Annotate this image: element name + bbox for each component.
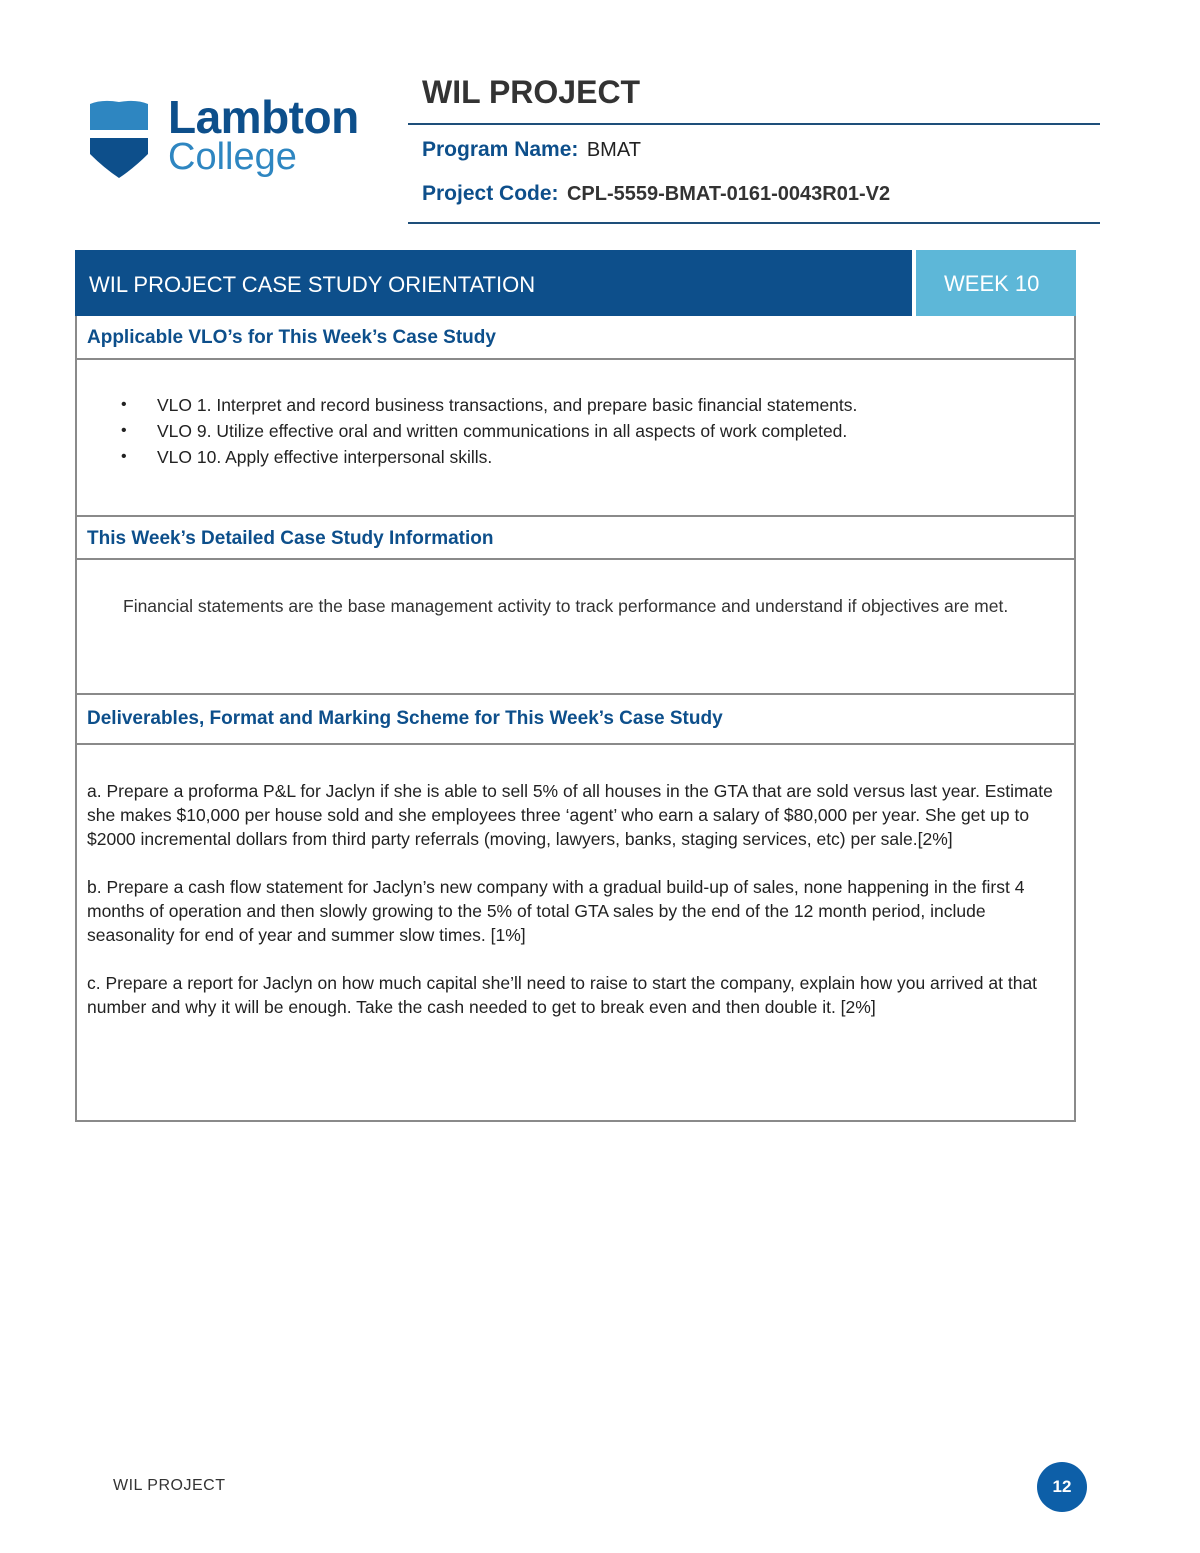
project-code-row: [422, 182, 890, 206]
vlo-section-heading: Applicable VLO’s for This Week’s Case Study: [75, 316, 1076, 360]
footer-text: WIL PROJECT: [113, 1477, 226, 1494]
logo-text-lambton: Lambton: [168, 91, 359, 143]
vlo-list: [77, 392, 1074, 470]
banner-title: WIL PROJECT CASE STUDY ORIENTATION: [89, 272, 536, 297]
shield-logo-icon: [88, 98, 150, 180]
deliverable-item: a. Prepare a proforma P&L for Jaclyn if she is able to sell 5% of all houses in the GTA that are sold versus last year. Estimate she makes $10,000 per house sold and she employees three ‘agent’ who earn a salary of $80,000 per year. She get up to $2000 incremental dollars from third party referrals (moving, lawyers, banks, staging services, etc) per sale.[2%]: [87, 781, 1053, 849]
document-title: WIL PROJECT: [422, 74, 641, 110]
page-number-badge: 12: [1037, 1462, 1087, 1512]
program-name-label: Program Name:: [422, 138, 579, 161]
logo-text-college: College: [168, 136, 297, 178]
week-badge: [912, 250, 1076, 316]
project-code-label: Project Code:: [422, 182, 559, 205]
program-name-value: BMAT: [586, 139, 641, 161]
orientation-banner: [75, 250, 1076, 316]
deliverables-section-heading: Deliverables, Format and Marking Scheme for This Week’s Case Study: [75, 695, 1076, 745]
week-label: WEEK 10: [944, 271, 1040, 296]
header-divider-bottom: [408, 222, 1100, 224]
deliverables-section-body: [75, 745, 1076, 1122]
college-logo: [88, 91, 378, 188]
info-text: Financial statements are the base management activity to track performance and understand if objectives are met.: [123, 596, 1009, 616]
info-section-body: [75, 560, 1076, 695]
header-divider-top: [408, 123, 1100, 125]
project-code-value: CPL-5559-BMAT-0161-0043R01-V2: [566, 183, 891, 205]
program-name-row: [422, 138, 641, 162]
vlo-item: • VLO 9. Utilize effective oral and written communications in all aspects of work completed.: [121, 418, 1074, 444]
vlo-section-body: [75, 360, 1076, 517]
deliverable-item: b. Prepare a cash flow statement for Jaclyn’s new company with a gradual build-up of sales, none happening in the first 4 months of operation and then slowly growing to the 5% of total GTA sales by the end of the 12 month period, include seasonality for end of year and summer slow times. [1%]: [87, 877, 1025, 945]
case-study-table: [75, 250, 1076, 1122]
vlo-item: • VLO 1. Interpret and record business transactions, and prepare basic financial statements.: [121, 392, 1074, 418]
vlo-item: • VLO 10. Apply effective interpersonal skills.: [121, 444, 1074, 470]
deliverable-item: c. Prepare a report for Jaclyn on how much capital she’ll need to raise to start the company, explain how you arrived at that number and why it will be enough. Take the cash needed to get to break even and then double it. [2%]: [87, 973, 1038, 1017]
info-section-heading: This Week’s Detailed Case Study Information: [75, 517, 1076, 560]
